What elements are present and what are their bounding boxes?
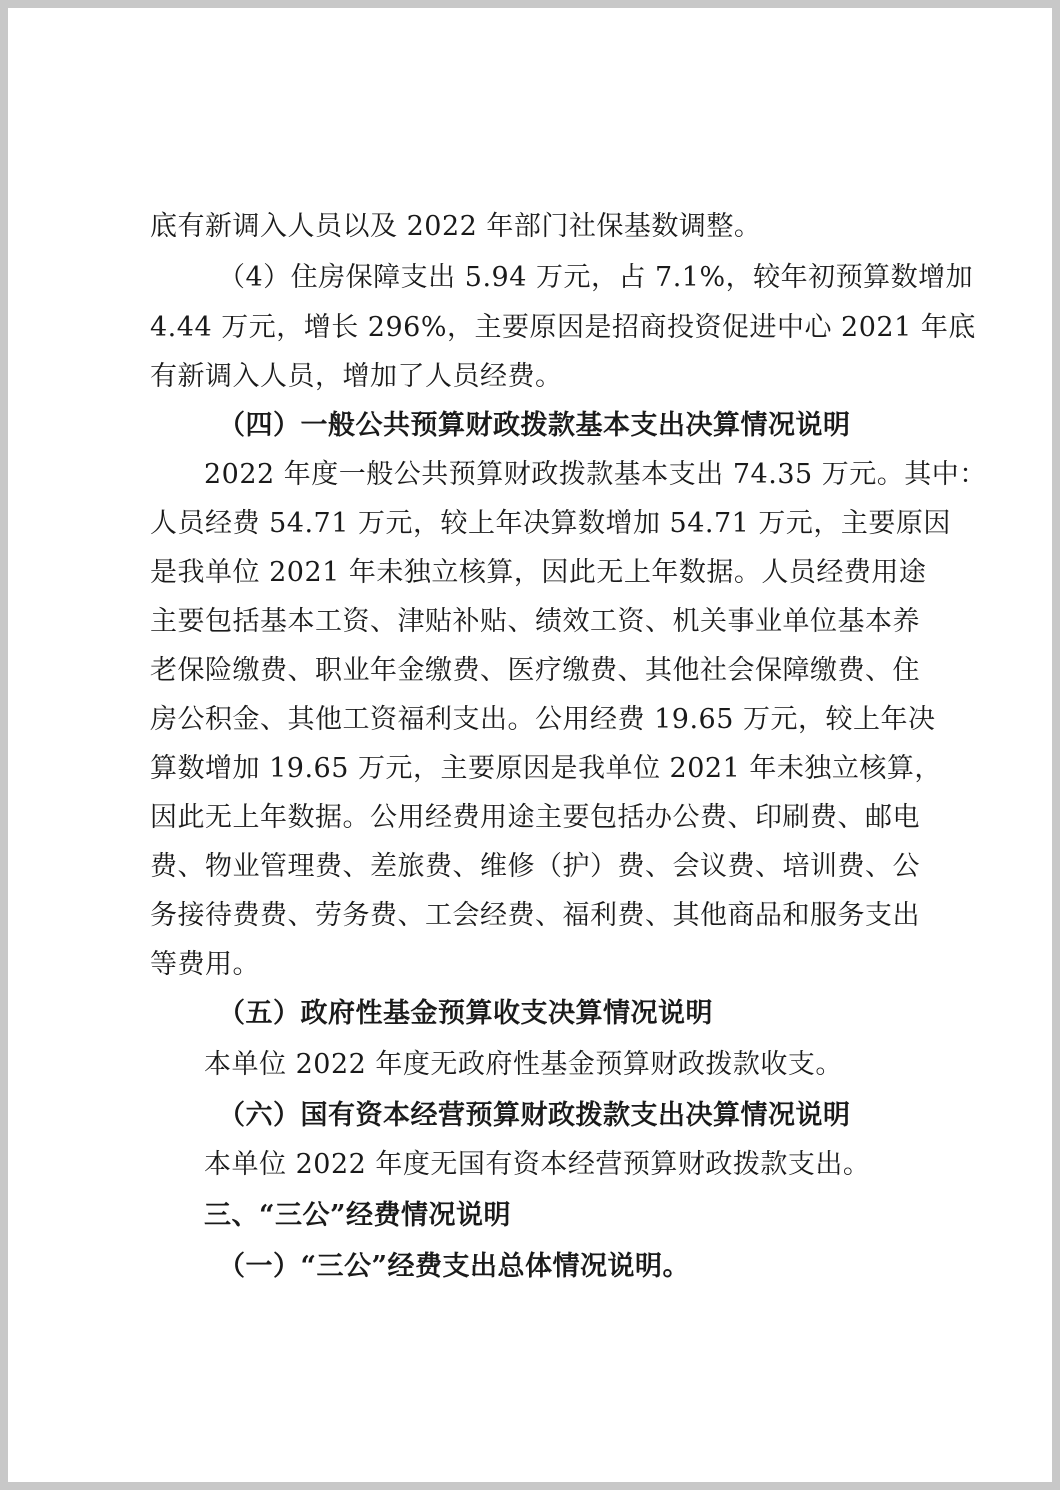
text-line: 房公积金、其他工资福利支出。公用经费 19.65 万元，较上年决: [150, 704, 936, 735]
chapter-heading-3: 三、“三公”经费情况说明: [204, 1200, 512, 1231]
text-line: 底有新调入人员以及 2022 年部门社保基数调整。: [150, 211, 762, 242]
document-page: [8, 8, 1052, 1482]
text-line: 4.44 万元，增长 296%，主要原因是招商投资促进中心 2021 年底: [150, 312, 976, 343]
text-line: 务接待费费、劳务费、工会经费、福利费、其他商品和服务支出: [150, 900, 920, 931]
paragraph-first-line: 2022 年度一般公共预算财政拨款基本支出 74.35 万元。其中：: [204, 459, 987, 490]
text-line: 本单位 2022 年度无国有资本经营预算财政拨款支出。: [204, 1149, 871, 1180]
text-line: 等费用。: [150, 949, 260, 980]
text-line: 老保险缴费、职业年金缴费、医疗缴费、其他社会保障缴费、住: [150, 655, 920, 686]
text-line: 因此无上年数据。公用经费用途主要包括办公费、印刷费、邮电: [150, 802, 920, 833]
section-heading-1: （一）“三公”经费支出总体情况说明。: [218, 1251, 691, 1282]
list-item-housing: （4）住房保障支出 5.94 万元，占 7.1%，较年初预算数增加: [218, 262, 974, 293]
text-line: 有新调入人员，增加了人员经费。: [150, 361, 563, 392]
text-line: 费、物业管理费、差旅费、维修（护）费、会议费、培训费、公: [150, 851, 920, 882]
text-line: 主要包括基本工资、津贴补贴、绩效工资、机关事业单位基本养: [150, 606, 920, 637]
section-heading-6: （六）国有资本经营预算财政拨款支出决算情况说明: [218, 1100, 851, 1131]
text-line: 本单位 2022 年度无政府性基金预算财政拨款收支。: [204, 1049, 843, 1080]
text-line: 算数增加 19.65 万元，主要原因是我单位 2021 年未独立核算，: [150, 753, 942, 784]
text-line: 是我单位 2021 年未独立核算，因此无上年数据。人员经费用途: [150, 557, 927, 588]
text-line: 人员经费 54.71 万元，较上年决算数增加 54.71 万元，主要原因: [150, 508, 951, 539]
section-heading-4: （四）一般公共预算财政拨款基本支出决算情况说明: [218, 410, 851, 441]
section-heading-5: （五）政府性基金预算收支决算情况说明: [218, 998, 713, 1029]
